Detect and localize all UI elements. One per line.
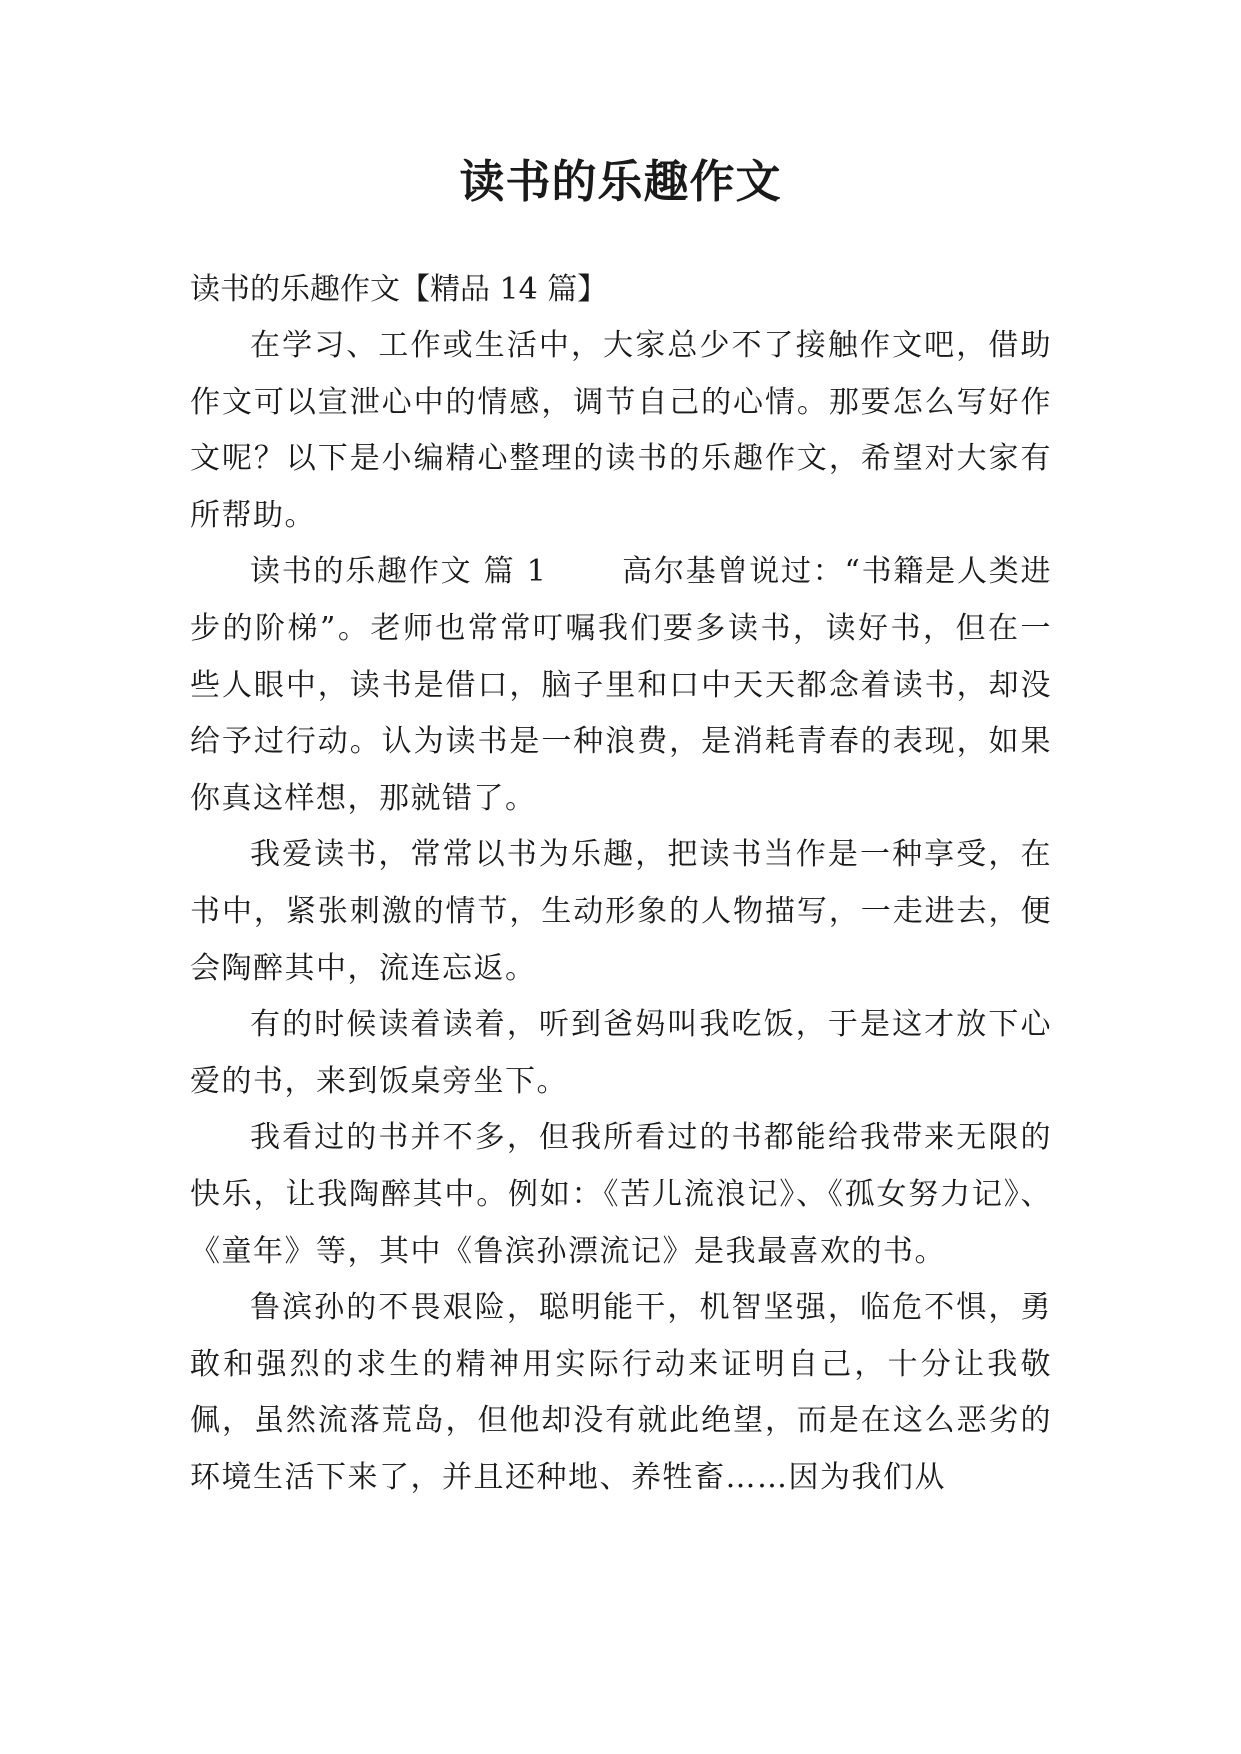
document-title: 读书的乐趣作文 (459, 155, 782, 208)
paragraph-dinner: 有的时候读着读着，听到爸妈叫我吃饭，于是这才放下心爱的书，来到饭桌旁坐下。 (190, 1007, 1052, 1099)
document-subtitle: 读书的乐趣作文【精品 14 篇】 (190, 272, 608, 307)
document-body (190, 262, 1052, 1506)
paragraph-essay-1-opening: 读书的乐趣作文 篇 1 高尔基曾说过：“书籍是人类进步的阶梯”。老师也常常叮嘱我们要多读书，读好书，但在一些人眼中，读书是借口，脑子里和口中天天都念着读书，却没给予过行动。认为读书是一种浪费，是消耗青春的表现，如果你真这样想，那就错了。 (190, 554, 1052, 816)
paragraph-intro: 在学习、工作或生活中，大家总少不了接触作文吧，借助作文可以宣泄心中的情感，调节自己的心情。那要怎么写好作文呢？以下是小编精心整理的读书的乐趣作文，希望对大家有所帮助。 (190, 328, 1052, 533)
paragraph-books-read: 我看过的书并不多，但我所看过的书都能给我带来无限的快乐，让我陶醉其中。例如：《苦儿流浪记》、《孤女努力记》、《童年》等，其中《鲁滨孙漂流记》是我最喜欢的书。 (190, 1120, 1052, 1269)
paragraph-robinson: 鲁滨孙的不畏艰险，聪明能干，机智坚强，临危不惧，勇敢和强烈的求生的精神用实际行动来证明自己，十分让我敬佩，虽然流落荒岛，但他却没有就此绝望，而是在这么恶劣的环境生活下来了，并且还种地、养牲畜……因为我们从 (190, 1290, 1052, 1495)
paragraph-love-reading: 我爱读书，常常以书为乐趣，把读书当作是一种享受，在书中，紧张刺激的情节，生动形象的人物描写，一走进去，便会陶醉其中，流连忘返。 (190, 837, 1052, 986)
